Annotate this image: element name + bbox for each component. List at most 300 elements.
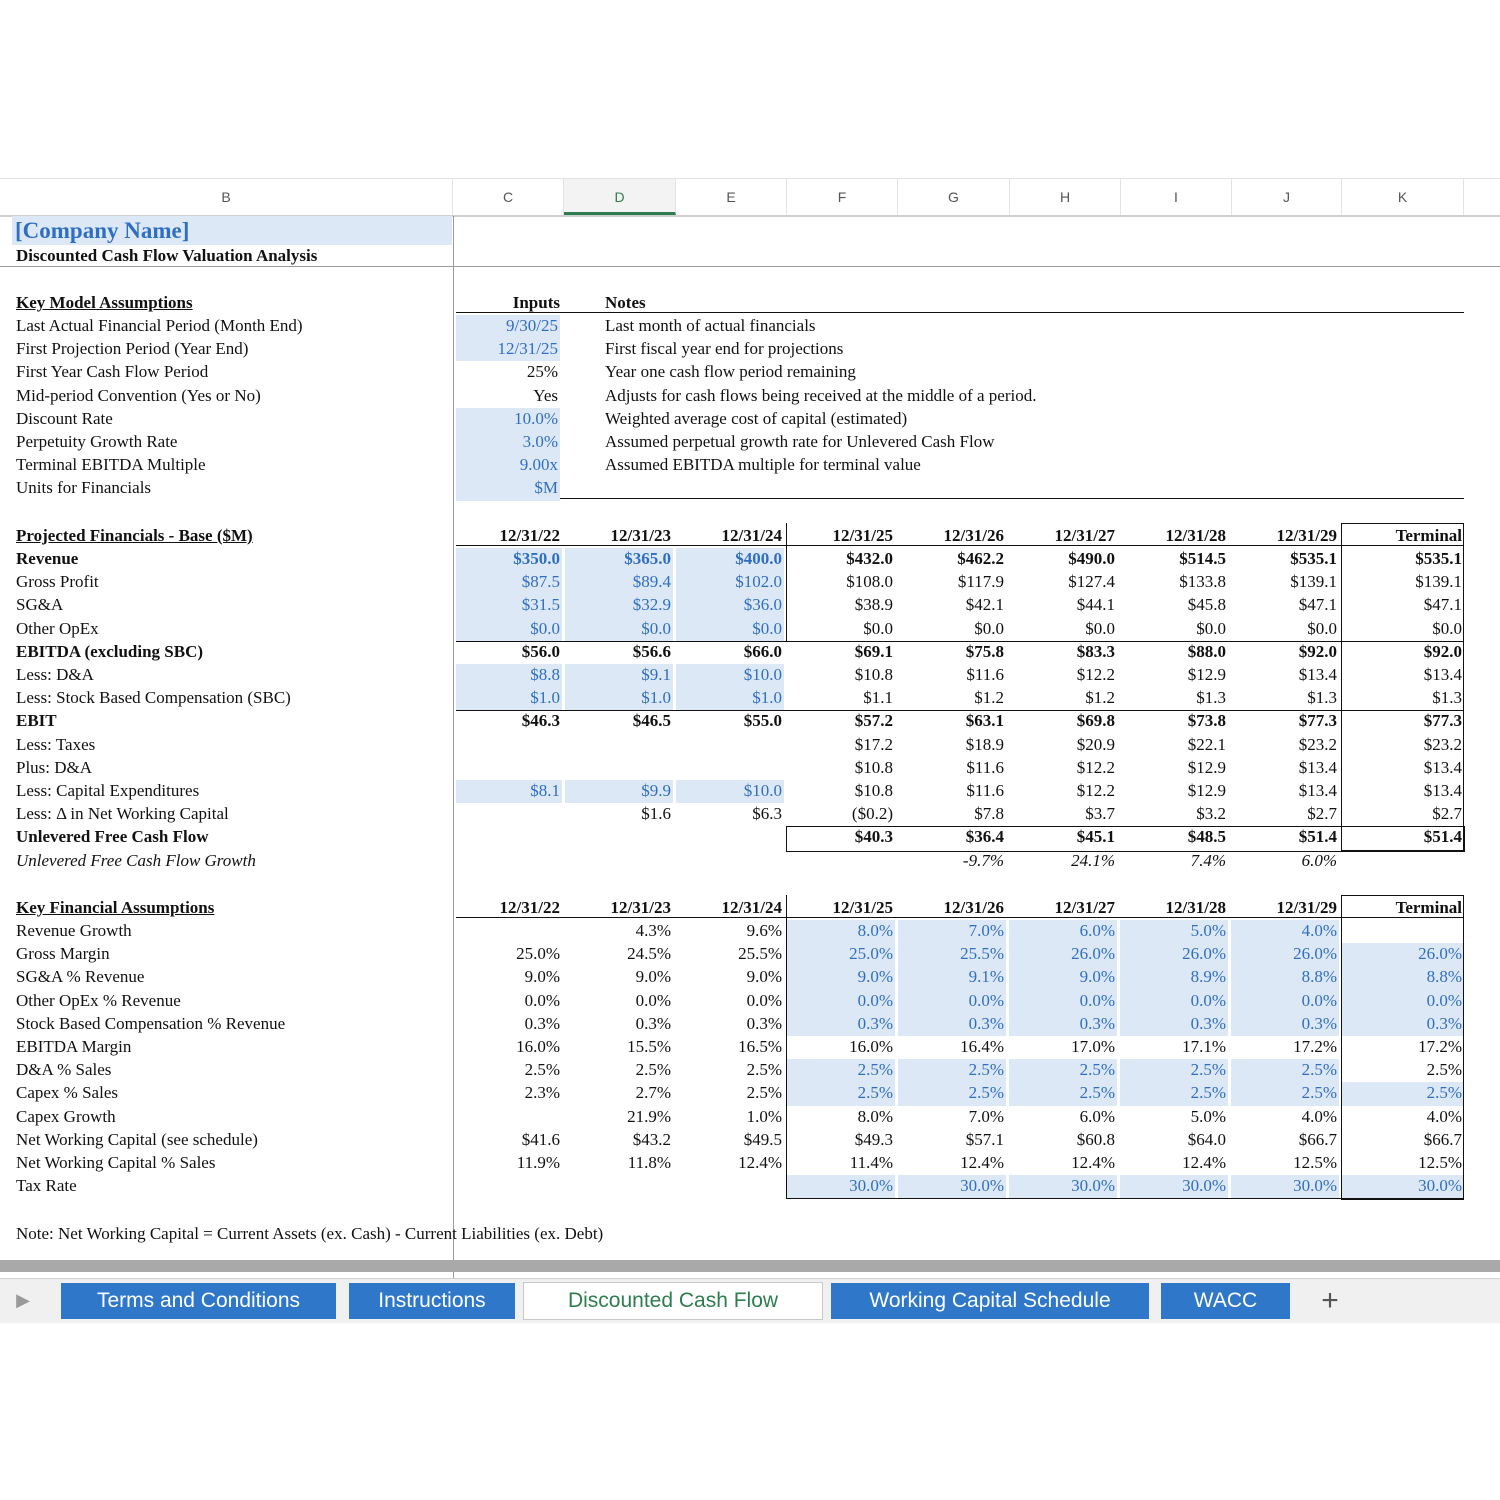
- assumption-label[interactable]: Terminal EBITDA Multiple: [16, 455, 206, 475]
- value-cell[interactable]: $47.1: [1423, 595, 1462, 615]
- value-cell[interactable]: $350.0: [456, 548, 562, 571]
- value-cell[interactable]: $66.7: [1298, 1129, 1337, 1149]
- row-label[interactable]: Net Working Capital (see schedule): [16, 1129, 258, 1149]
- value-cell[interactable]: $12.2: [1076, 757, 1115, 777]
- value-cell[interactable]: $92.0: [1423, 641, 1462, 661]
- row-label[interactable]: Gross Profit: [16, 572, 99, 592]
- value-cell[interactable]: 25.0%: [516, 944, 560, 964]
- column-header-k[interactable]: K: [1342, 179, 1464, 215]
- assumption-input[interactable]: $M: [456, 477, 560, 500]
- value-cell[interactable]: 16.5%: [738, 1037, 782, 1056]
- period-header[interactable]: 12/31/27: [1054, 526, 1115, 545]
- period-header[interactable]: 12/31/26: [943, 898, 1004, 917]
- value-cell[interactable]: 0.3%: [635, 1013, 671, 1033]
- value-cell[interactable]: 25.5%: [738, 944, 782, 964]
- column-header-h[interactable]: H: [1010, 179, 1121, 215]
- value-cell[interactable]: 12.5%: [1293, 1153, 1337, 1172]
- assumption-input[interactable]: 9.00x: [456, 454, 560, 477]
- value-cell[interactable]: $49.5: [743, 1129, 782, 1149]
- value-cell[interactable]: 17.2%: [1293, 1037, 1337, 1056]
- value-cell[interactable]: $55.0: [743, 711, 782, 731]
- notes-header[interactable]: Notes: [605, 293, 646, 312]
- value-cell[interactable]: $12.2: [1076, 665, 1115, 684]
- assumption-input[interactable]: 12/31/25: [456, 338, 560, 361]
- value-cell[interactable]: 0.3%: [524, 1013, 560, 1033]
- value-cell[interactable]: 2.5%: [524, 1060, 560, 1080]
- value-cell[interactable]: $0.0: [676, 618, 784, 641]
- value-cell[interactable]: $89.4: [565, 571, 673, 594]
- value-cell[interactable]: [676, 757, 784, 780]
- column-header-i[interactable]: I: [1121, 179, 1232, 215]
- value-cell[interactable]: 0.0%: [524, 990, 560, 1010]
- value-cell[interactable]: $0.0: [1307, 618, 1337, 638]
- value-cell[interactable]: 2.5%: [787, 1059, 895, 1082]
- value-cell[interactable]: 4.0%: [1426, 1106, 1462, 1126]
- value-cell[interactable]: 26.0%: [1342, 943, 1464, 966]
- value-cell[interactable]: $23.2: [1298, 734, 1337, 754]
- value-cell[interactable]: $6.3: [752, 804, 782, 824]
- value-cell[interactable]: 8.8%: [1231, 966, 1339, 989]
- period-header[interactable]: 12/31/29: [1276, 526, 1337, 545]
- value-cell[interactable]: 8.0%: [787, 920, 895, 943]
- row-label[interactable]: Revenue Growth: [16, 921, 132, 940]
- value-cell[interactable]: $13.4: [1423, 781, 1462, 800]
- row-label[interactable]: SG&A: [16, 595, 64, 615]
- value-cell[interactable]: $1.3: [1307, 688, 1337, 708]
- column-header-d[interactable]: D: [564, 179, 676, 215]
- value-cell[interactable]: $36.0: [676, 594, 784, 617]
- value-cell[interactable]: 9.6%: [746, 921, 782, 940]
- value-cell[interactable]: 2.5%: [1009, 1059, 1117, 1082]
- column-header-e[interactable]: E: [676, 179, 787, 215]
- value-cell[interactable]: $22.1: [1187, 734, 1226, 754]
- column-header-j[interactable]: J: [1232, 179, 1342, 215]
- value-cell[interactable]: $7.8: [974, 804, 1004, 824]
- value-cell[interactable]: -9.7%: [962, 850, 1004, 870]
- value-cell[interactable]: $87.5: [456, 571, 562, 594]
- scroll-tabs-icon[interactable]: ▶: [16, 1290, 30, 1310]
- row-label[interactable]: Unlevered Free Cash Flow: [16, 827, 209, 847]
- value-cell[interactable]: $63.1: [965, 711, 1004, 731]
- row-label[interactable]: Capex Growth: [16, 1106, 116, 1126]
- assumption-note[interactable]: Weighted average cost of capital (estimated): [605, 408, 908, 428]
- value-cell[interactable]: 6.0%: [1009, 920, 1117, 943]
- value-cell[interactable]: 6.0%: [1301, 850, 1337, 870]
- column-header-b[interactable]: B: [0, 179, 453, 215]
- value-cell[interactable]: $64.0: [1187, 1129, 1226, 1149]
- value-cell[interactable]: $12.9: [1187, 665, 1226, 684]
- value-cell[interactable]: 0.3%: [1231, 1013, 1339, 1036]
- value-cell[interactable]: $18.9: [965, 734, 1004, 754]
- value-cell[interactable]: $2.7: [1432, 804, 1462, 824]
- assumption-input[interactable]: 3.0%: [456, 431, 560, 454]
- value-cell[interactable]: $13.4: [1298, 665, 1337, 684]
- assumptions-heading[interactable]: Key Model Assumptions: [16, 293, 193, 312]
- value-cell[interactable]: $48.5: [1187, 827, 1226, 847]
- value-cell[interactable]: $11.6: [966, 757, 1004, 777]
- value-cell[interactable]: 0.3%: [746, 1013, 782, 1033]
- row-label[interactable]: Less: Stock Based Compensation (SBC): [16, 688, 291, 708]
- row-label[interactable]: Less: D&A: [16, 665, 94, 684]
- value-cell[interactable]: [565, 734, 673, 757]
- value-cell[interactable]: $57.1: [965, 1129, 1004, 1149]
- assumption-label[interactable]: First Year Cash Flow Period: [16, 362, 209, 382]
- value-cell[interactable]: ($0.2): [851, 804, 893, 824]
- period-header[interactable]: Terminal: [1395, 898, 1462, 917]
- period-header[interactable]: 12/31/28: [1165, 526, 1226, 545]
- value-cell[interactable]: $11.6: [966, 781, 1004, 800]
- value-cell[interactable]: $514.5: [1179, 549, 1226, 568]
- value-cell[interactable]: $57.2: [854, 711, 893, 731]
- row-label[interactable]: Gross Margin: [16, 944, 110, 964]
- value-cell[interactable]: 0.0%: [898, 990, 1006, 1013]
- value-cell[interactable]: [456, 734, 562, 757]
- value-cell[interactable]: 2.3%: [524, 1083, 560, 1103]
- value-cell[interactable]: 21.9%: [627, 1106, 671, 1126]
- value-cell[interactable]: 4.0%: [1301, 1106, 1337, 1126]
- value-cell[interactable]: $46.3: [521, 711, 560, 731]
- tab-instructions[interactable]: Instructions: [349, 1283, 515, 1319]
- value-cell[interactable]: $38.9: [854, 595, 893, 615]
- row-label[interactable]: Less: Δ in Net Working Capital: [16, 804, 229, 824]
- value-cell[interactable]: $3.7: [1085, 804, 1115, 824]
- value-cell[interactable]: $10.8: [854, 665, 893, 684]
- row-label[interactable]: EBITDA Margin: [16, 1037, 132, 1056]
- inputs-header[interactable]: Inputs: [512, 293, 560, 312]
- row-label[interactable]: EBIT: [16, 711, 57, 731]
- value-cell[interactable]: $56.6: [632, 641, 671, 661]
- value-cell[interactable]: 12.4%: [960, 1153, 1004, 1172]
- value-cell[interactable]: $117.9: [957, 572, 1004, 592]
- value-cell[interactable]: $1.3: [1432, 688, 1462, 708]
- value-cell[interactable]: [787, 850, 895, 873]
- assumption-label[interactable]: Mid-period Convention (Yes or No): [16, 385, 261, 405]
- value-cell[interactable]: 2.5%: [1231, 1059, 1339, 1082]
- value-cell[interactable]: $0.0: [1432, 618, 1462, 638]
- value-cell[interactable]: $40.3: [854, 827, 893, 847]
- row-label[interactable]: D&A % Sales: [16, 1060, 112, 1080]
- assumption-label[interactable]: Discount Rate: [16, 408, 113, 428]
- spreadsheet-grid[interactable]: [0, 178, 1500, 1278]
- assumption-input[interactable]: 9/30/25: [456, 315, 560, 338]
- value-cell[interactable]: 9.1%: [898, 966, 1006, 989]
- value-cell[interactable]: 12.5%: [1418, 1153, 1462, 1172]
- value-cell[interactable]: [456, 757, 562, 780]
- value-cell[interactable]: 16.0%: [849, 1037, 893, 1056]
- value-cell[interactable]: $32.9: [565, 594, 673, 617]
- value-cell[interactable]: 9.0%: [635, 967, 671, 987]
- row-label[interactable]: Less: Taxes: [16, 734, 96, 754]
- period-header[interactable]: Terminal: [1395, 526, 1462, 545]
- value-cell[interactable]: $45.1: [1076, 827, 1115, 847]
- value-cell[interactable]: $432.0: [846, 549, 893, 568]
- value-cell[interactable]: $2.7: [1307, 804, 1337, 824]
- value-cell[interactable]: 26.0%: [1120, 943, 1228, 966]
- value-cell[interactable]: 2.5%: [635, 1060, 671, 1080]
- value-cell[interactable]: $535.1: [1415, 549, 1462, 568]
- value-cell[interactable]: $12.9: [1187, 781, 1226, 800]
- value-cell[interactable]: 30.0%: [1009, 1175, 1117, 1198]
- value-cell[interactable]: 7.4%: [1190, 850, 1226, 870]
- key_fin-heading[interactable]: Key Financial Assumptions: [16, 898, 215, 917]
- value-cell[interactable]: 9.0%: [524, 967, 560, 987]
- add-sheet-button[interactable]: +: [1321, 1284, 1339, 1317]
- value-cell[interactable]: 2.5%: [1342, 1082, 1464, 1105]
- value-cell[interactable]: $44.1: [1076, 595, 1115, 615]
- value-cell[interactable]: $12.9: [1187, 757, 1226, 777]
- row-label[interactable]: Stock Based Compensation % Revenue: [16, 1013, 286, 1033]
- value-cell[interactable]: 0.0%: [787, 990, 895, 1013]
- column-header-f[interactable]: F: [787, 179, 898, 215]
- value-cell[interactable]: $139.1: [1415, 572, 1462, 592]
- value-cell[interactable]: $13.4: [1423, 665, 1462, 684]
- value-cell[interactable]: 2.5%: [746, 1060, 782, 1080]
- value-cell[interactable]: $69.8: [1076, 711, 1115, 731]
- value-cell[interactable]: 6.0%: [1079, 1106, 1115, 1126]
- assumption-note[interactable]: First fiscal year end for projections: [605, 339, 844, 359]
- value-cell[interactable]: $0.0: [565, 618, 673, 641]
- value-cell[interactable]: 0.3%: [898, 1013, 1006, 1036]
- value-cell[interactable]: 8.0%: [857, 1106, 893, 1126]
- value-cell[interactable]: $0.0: [1196, 618, 1226, 638]
- value-cell[interactable]: $10.0: [676, 780, 784, 803]
- value-cell[interactable]: 2.5%: [787, 1082, 895, 1105]
- value-cell[interactable]: $73.8: [1187, 711, 1226, 731]
- value-cell[interactable]: [565, 757, 673, 780]
- value-cell[interactable]: $13.4: [1298, 781, 1337, 800]
- value-cell[interactable]: 9.0%: [746, 967, 782, 987]
- value-cell[interactable]: $43.2: [632, 1129, 671, 1149]
- value-cell[interactable]: $1.3: [1196, 688, 1226, 708]
- value-cell[interactable]: 9.0%: [787, 966, 895, 989]
- value-cell[interactable]: 16.0%: [516, 1037, 560, 1056]
- value-cell[interactable]: [1342, 850, 1464, 873]
- value-cell[interactable]: 30.0%: [1231, 1175, 1339, 1198]
- value-cell[interactable]: 17.1%: [1182, 1037, 1226, 1056]
- value-cell[interactable]: $46.5: [632, 711, 671, 731]
- value-cell[interactable]: 0.0%: [1231, 990, 1339, 1013]
- period-header[interactable]: 12/31/27: [1054, 898, 1115, 917]
- value-cell[interactable]: 8.8%: [1342, 966, 1464, 989]
- company-name-cell[interactable]: [Company Name]: [12, 216, 452, 245]
- value-cell[interactable]: $66.7: [1423, 1129, 1462, 1149]
- value-cell[interactable]: $83.3: [1076, 641, 1115, 661]
- period-header[interactable]: 12/31/26: [943, 526, 1004, 545]
- value-cell[interactable]: $1.2: [1085, 688, 1115, 708]
- value-cell[interactable]: 2.5%: [1426, 1060, 1462, 1080]
- value-cell[interactable]: $3.2: [1196, 804, 1226, 824]
- value-cell[interactable]: $133.8: [1179, 572, 1226, 592]
- value-cell[interactable]: $365.0: [565, 548, 673, 571]
- value-cell[interactable]: 0.3%: [1342, 1013, 1464, 1036]
- value-cell[interactable]: $139.1: [1290, 572, 1337, 592]
- assumption-note[interactable]: Assumed perpetual growth rate for Unlevered Cash Flow: [605, 432, 995, 451]
- value-cell[interactable]: $1.1: [863, 688, 893, 708]
- value-cell[interactable]: $11.6: [966, 665, 1004, 684]
- value-cell[interactable]: [456, 803, 562, 826]
- value-cell[interactable]: 24.1%: [1071, 850, 1115, 870]
- value-cell[interactable]: 2.5%: [1009, 1082, 1117, 1105]
- value-cell[interactable]: 2.5%: [1120, 1082, 1228, 1105]
- value-cell[interactable]: $77.3: [1298, 711, 1337, 731]
- value-cell[interactable]: 0.3%: [787, 1013, 895, 1036]
- period-header[interactable]: 12/31/24: [721, 898, 782, 917]
- value-cell[interactable]: $462.2: [957, 549, 1004, 568]
- value-cell[interactable]: [456, 826, 562, 849]
- value-cell[interactable]: 30.0%: [1120, 1175, 1228, 1198]
- value-cell[interactable]: 0.0%: [1120, 990, 1228, 1013]
- value-cell[interactable]: 11.4%: [849, 1153, 893, 1172]
- row-label[interactable]: EBITDA (excluding SBC): [16, 641, 204, 661]
- period-header[interactable]: 12/31/22: [499, 526, 560, 545]
- projected-heading[interactable]: Projected Financials - Base ($M): [16, 526, 253, 545]
- value-cell[interactable]: $8.1: [456, 780, 562, 803]
- value-cell[interactable]: 30.0%: [787, 1175, 895, 1198]
- value-cell[interactable]: $127.4: [1068, 572, 1115, 592]
- value-cell[interactable]: 0.3%: [1120, 1013, 1228, 1036]
- row-label[interactable]: Revenue: [16, 549, 79, 568]
- value-cell[interactable]: 2.5%: [898, 1082, 1006, 1105]
- value-cell[interactable]: 25.5%: [898, 943, 1006, 966]
- value-cell[interactable]: 11.8%: [627, 1153, 671, 1172]
- value-cell[interactable]: $69.1: [854, 641, 893, 661]
- value-cell[interactable]: $45.8: [1187, 595, 1226, 615]
- column-header-g[interactable]: G: [898, 179, 1010, 215]
- value-cell[interactable]: [456, 850, 562, 873]
- value-cell[interactable]: 12.4%: [1182, 1153, 1226, 1172]
- value-cell[interactable]: $92.0: [1298, 641, 1337, 661]
- value-cell[interactable]: 26.0%: [1009, 943, 1117, 966]
- value-cell[interactable]: 0.0%: [746, 990, 782, 1010]
- value-cell[interactable]: 5.0%: [1190, 1106, 1226, 1126]
- tab-wacc[interactable]: WACC: [1161, 1283, 1290, 1319]
- row-label[interactable]: SG&A % Revenue: [16, 967, 145, 987]
- value-cell[interactable]: $10.8: [854, 781, 893, 800]
- value-cell[interactable]: 4.3%: [635, 921, 671, 940]
- value-cell[interactable]: $31.5: [456, 594, 562, 617]
- value-cell[interactable]: $56.0: [521, 641, 560, 661]
- value-cell[interactable]: 4.0%: [1231, 920, 1339, 943]
- value-cell[interactable]: 2.5%: [898, 1059, 1006, 1082]
- value-cell[interactable]: $102.0: [676, 571, 784, 594]
- row-label[interactable]: Capex % Sales: [16, 1083, 118, 1103]
- value-cell[interactable]: $36.4: [965, 827, 1004, 847]
- value-cell[interactable]: $8.8: [456, 664, 562, 687]
- value-cell[interactable]: $75.8: [965, 641, 1004, 661]
- tab-terms-and-conditions[interactable]: Terms and Conditions: [61, 1283, 336, 1319]
- value-cell[interactable]: [676, 1175, 784, 1198]
- value-cell[interactable]: 9.0%: [1009, 966, 1117, 989]
- value-cell[interactable]: $0.0: [974, 618, 1004, 638]
- row-label[interactable]: Unlevered Free Cash Flow Growth: [16, 850, 256, 870]
- value-cell[interactable]: 1.0%: [746, 1106, 782, 1126]
- value-cell[interactable]: 7.0%: [898, 920, 1006, 943]
- value-cell[interactable]: $0.0: [863, 618, 893, 638]
- value-cell[interactable]: 2.5%: [1231, 1082, 1339, 1105]
- tab-working-capital-schedule[interactable]: Working Capital Schedule: [831, 1283, 1149, 1319]
- value-cell[interactable]: $0.0: [1085, 618, 1115, 638]
- value-cell[interactable]: [456, 1175, 562, 1198]
- value-cell[interactable]: [676, 734, 784, 757]
- row-label[interactable]: Plus: D&A: [16, 757, 93, 777]
- value-cell[interactable]: $9.9: [565, 780, 673, 803]
- value-cell[interactable]: $12.2: [1076, 781, 1115, 800]
- assumption-note[interactable]: Year one cash flow period remaining: [605, 362, 856, 382]
- assumption-input[interactable]: 25%: [526, 362, 558, 382]
- assumption-input[interactable]: Yes: [533, 385, 558, 405]
- value-cell[interactable]: 30.0%: [1342, 1175, 1464, 1198]
- value-cell[interactable]: 30.0%: [898, 1175, 1006, 1198]
- period-header[interactable]: 12/31/23: [610, 526, 671, 545]
- value-cell[interactable]: $490.0: [1068, 549, 1115, 568]
- value-cell[interactable]: [565, 1175, 673, 1198]
- value-cell[interactable]: 0.0%: [1009, 990, 1117, 1013]
- value-cell[interactable]: 16.4%: [960, 1037, 1004, 1056]
- value-cell[interactable]: 26.0%: [1231, 943, 1339, 966]
- value-cell[interactable]: $13.4: [1298, 757, 1337, 777]
- value-cell[interactable]: $51.4: [1423, 827, 1462, 847]
- value-cell[interactable]: 24.5%: [627, 944, 671, 964]
- value-cell[interactable]: $400.0: [676, 548, 784, 571]
- row-label[interactable]: Other OpEx % Revenue: [16, 990, 181, 1010]
- value-cell[interactable]: $1.0: [456, 687, 562, 710]
- value-cell[interactable]: $88.0: [1187, 641, 1226, 661]
- assumption-note[interactable]: Last month of actual financials: [605, 316, 816, 335]
- value-cell[interactable]: $1.0: [676, 687, 784, 710]
- column-header-c[interactable]: C: [453, 179, 564, 215]
- report-title-cell[interactable]: Discounted Cash Flow Valuation Analysis: [16, 246, 318, 265]
- tab-discounted-cash-flow[interactable]: Discounted Cash Flow: [523, 1282, 823, 1320]
- value-cell[interactable]: 17.0%: [1071, 1037, 1115, 1056]
- period-header[interactable]: 12/31/29: [1276, 898, 1337, 917]
- assumption-label[interactable]: Perpetuity Growth Rate: [16, 432, 178, 451]
- value-cell[interactable]: $0.0: [456, 618, 562, 641]
- assumption-label[interactable]: Units for Financials: [16, 478, 152, 498]
- row-label[interactable]: Net Working Capital % Sales: [16, 1153, 216, 1172]
- period-header[interactable]: 12/31/25: [832, 526, 893, 545]
- period-header[interactable]: 12/31/24: [721, 526, 782, 545]
- value-cell[interactable]: $108.0: [846, 572, 893, 592]
- value-cell[interactable]: 17.2%: [1418, 1037, 1462, 1056]
- value-cell[interactable]: $47.1: [1298, 595, 1337, 615]
- value-cell[interactable]: 0.0%: [1342, 990, 1464, 1013]
- value-cell[interactable]: 12.4%: [738, 1153, 782, 1172]
- value-cell[interactable]: $77.3: [1423, 711, 1462, 731]
- value-cell[interactable]: 2.5%: [1120, 1059, 1228, 1082]
- value-cell[interactable]: $23.2: [1423, 734, 1462, 754]
- value-cell[interactable]: [565, 826, 673, 849]
- period-header[interactable]: 12/31/28: [1165, 898, 1226, 917]
- value-cell[interactable]: $9.1: [565, 664, 673, 687]
- value-cell[interactable]: $49.3: [854, 1129, 893, 1149]
- value-cell[interactable]: 2.7%: [635, 1083, 671, 1103]
- row-label[interactable]: Other OpEx: [16, 618, 99, 638]
- assumption-input[interactable]: 10.0%: [456, 408, 560, 431]
- assumption-label[interactable]: First Projection Period (Year End): [16, 339, 249, 359]
- value-cell[interactable]: 12.4%: [1071, 1153, 1115, 1172]
- row-label[interactable]: Tax Rate: [16, 1176, 77, 1196]
- value-cell[interactable]: 11.9%: [516, 1153, 560, 1172]
- value-cell[interactable]: $20.9: [1076, 734, 1115, 754]
- value-cell[interactable]: 15.5%: [627, 1037, 671, 1056]
- value-cell[interactable]: $10.8: [854, 757, 893, 777]
- value-cell[interactable]: 0.0%: [635, 990, 671, 1010]
- assumption-note[interactable]: Assumed EBITDA multiple for terminal value: [605, 455, 921, 475]
- value-cell[interactable]: $13.4: [1423, 757, 1462, 777]
- value-cell[interactable]: 7.0%: [968, 1106, 1004, 1126]
- value-cell[interactable]: [676, 850, 784, 873]
- value-cell[interactable]: $10.0: [676, 664, 784, 687]
